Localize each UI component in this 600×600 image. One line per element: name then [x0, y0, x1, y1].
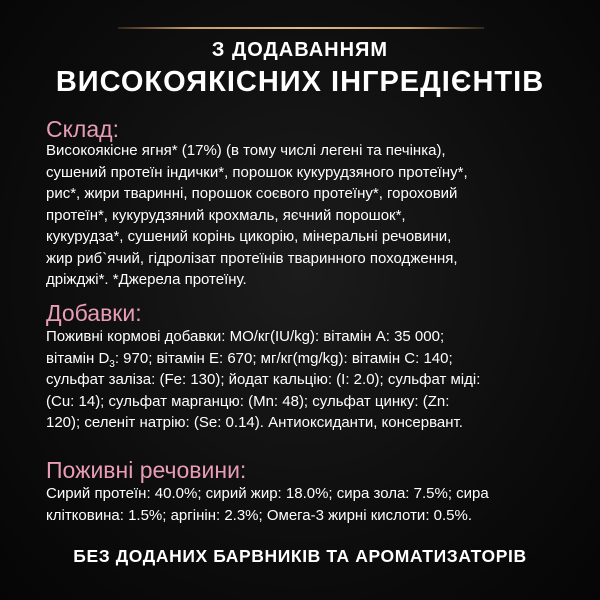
vitamin-d-subscript: 3	[109, 358, 115, 370]
composition-title: Склад:	[46, 116, 119, 142]
additives-line2-prefix: вітамін D	[46, 349, 110, 367]
nutrients-line: клітковина: 1.5%; аргінін: 2.3%; Омега-3 жирні кислоти: 0.5%.	[46, 506, 473, 524]
footer-claim: БЕЗ ДОДАНИХ БАРВНИКІВ ТА АРОМАТИЗАТОРІВ	[73, 546, 527, 566]
header-title: ВИСОКОЯКІСНИХ ІНГРЕДІЄНТІВ	[55, 66, 545, 98]
gold-divider-line	[118, 27, 484, 29]
header-subtitle: З ДОДАВАННЯМ	[211, 39, 389, 61]
additives-line: 120); селеніт натрію: (Se: 0.14). Антиоксиданти, консервант.	[46, 414, 463, 431]
additives-line: (Cu: 14); сульфат марганцю: (Mn: 48); сульфат цинку: (Zn:	[46, 392, 450, 410]
additives-title: Добавки:	[46, 300, 142, 326]
composition-line: дріжджі*. *Джерела протеїну.	[46, 271, 247, 288]
additives-line: сульфат заліза: (Fe: 130); йодат кальцію: (I: 2.0); сульфат міді:	[46, 371, 481, 388]
additives-body	[46, 326, 566, 434]
additives-line	[46, 348, 566, 370]
composition-line: сушений протеїн індички*, порошок кукурудзяного протеїну*,	[46, 163, 468, 181]
composition-line: рис*, жири тваринні, порошок соєвого протеїну*, гороховий	[46, 185, 458, 202]
nutrients-title: Поживні речовини:	[46, 457, 247, 483]
composition-line: жир риб`ячий, гідролізат протеїнів тваринного походження,	[46, 249, 458, 267]
composition-body	[46, 140, 566, 291]
composition-line: кукурудза*, сушений корінь цикорію, мінеральні речовини,	[46, 228, 452, 245]
composition-line: протеїн*, кукурудзяний крохмаль, яєчний порошок*,	[46, 206, 406, 224]
nutrients-body	[46, 483, 566, 526]
nutrients-line: Сирий протеїн: 40.0%; сирий жир: 18.0%; сира зола: 7.5%; сира	[46, 485, 489, 502]
additives-line: Поживні кормові добавки: МО/кг(IU/kg): вітамін А: 35 000;	[46, 328, 445, 345]
additives-line2-suffix: : 970; вітамін Е: 670; мг/кг(mg/kg): вітамін С: 140;	[114, 349, 453, 367]
composition-line: Високоякісне ягня* (17%) (в тому числі легені та печінка),	[46, 142, 446, 159]
